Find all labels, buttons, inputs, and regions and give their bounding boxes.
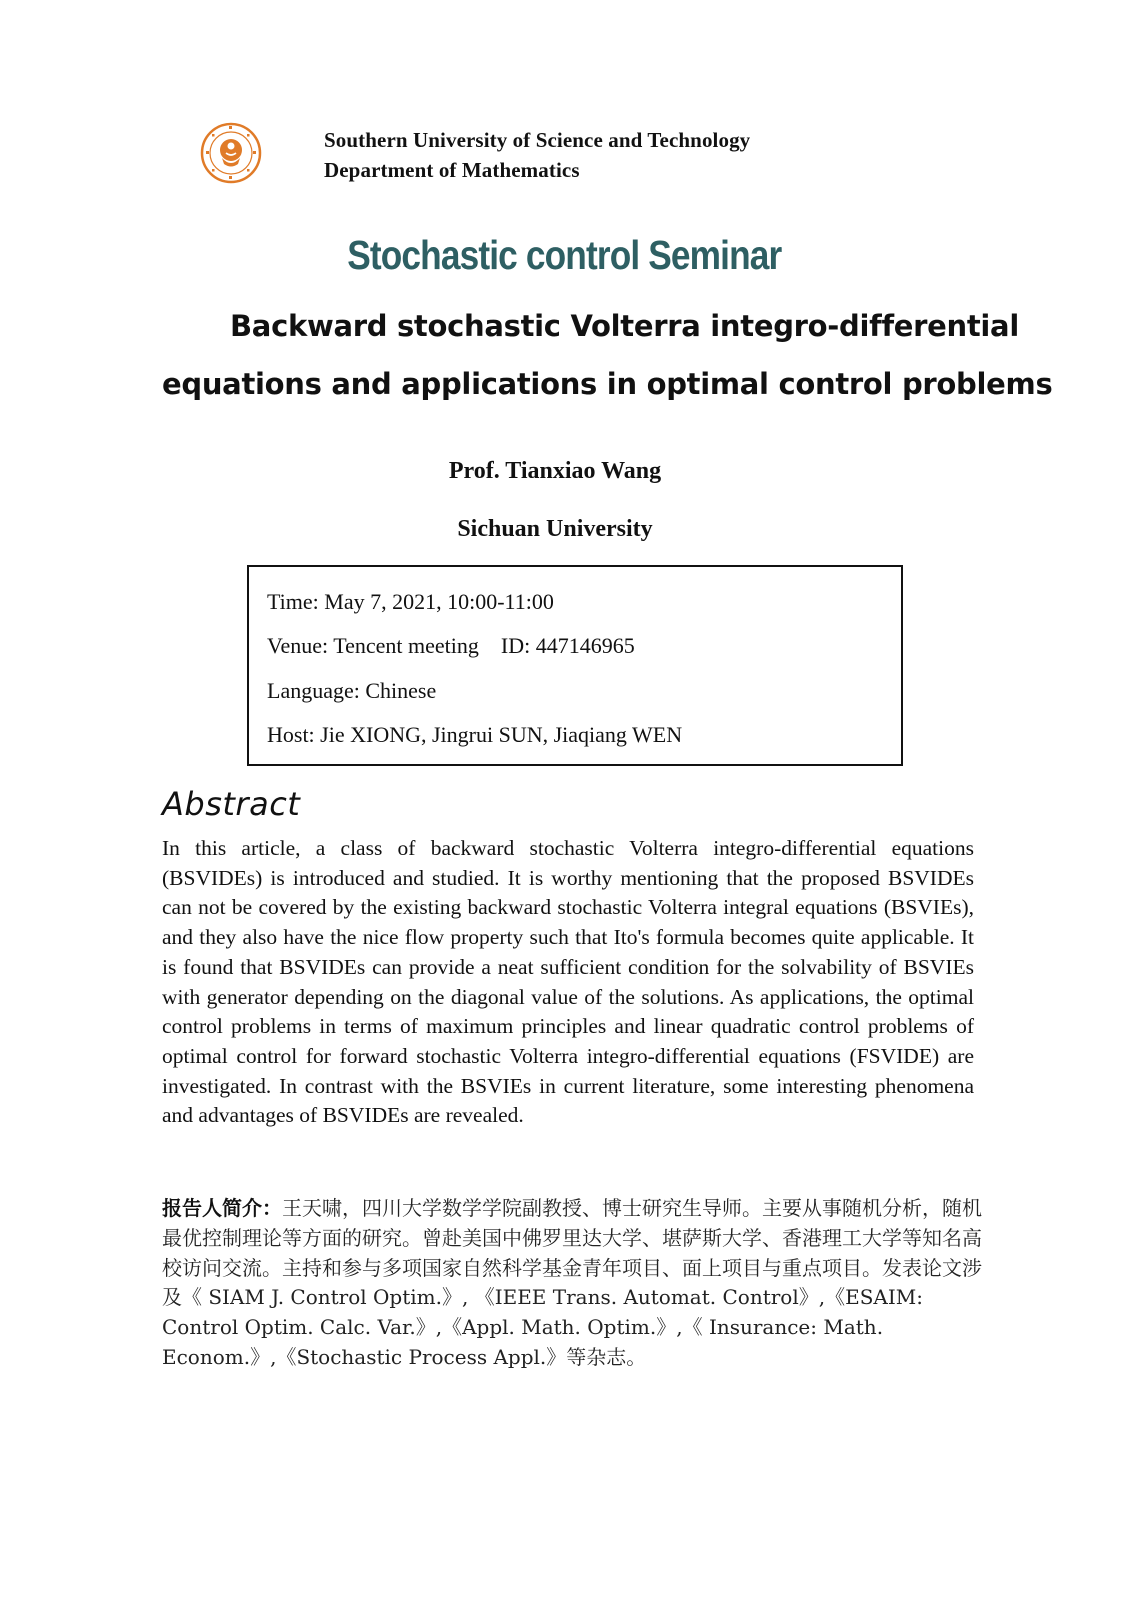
abstract-text: In this article, a class of backward stochastic Volterra integro-differential equations (BSVIDEs) is introduced and studied. It is worthy mentioning that the proposed BSVIDEs can not be covered by the existing backward stochastic Volterra integral equations (BSVIEs), and they also have the nice flow property such that Ito's formula becomes quite applicable. It is found that BSVIDEs can provide a neat sufficient condition for the solvability of BSVIEs with generator depending on the diagonal value of the solutions. As applications, the optimal control problems in terms of maximum principles and linear quadratic control problems of optimal control for forward stochastic Volterra integro-differential equations (FSVIDE) are investigated. In contrast with the BSVIEs in current literature, some interesting phenomena and advantages of BSVIDEs are revealed. xyxy=(162,836,974,1128)
department-name: Department of Mathematics xyxy=(324,158,580,182)
talk-title-line-2: equations and applications in optimal control problems xyxy=(162,367,1053,401)
seminar-info-box xyxy=(247,565,903,766)
info-language: Language: Chinese xyxy=(267,678,437,703)
speaker-bio xyxy=(162,1194,992,1373)
speaker-name: Prof. Tianxiao Wang xyxy=(448,458,662,484)
bio-text: 王天啸，四川大学数学学院副教授、博士研究生导师。主要从事随机分析，随机最优控制理论等方面的研究。曾赴美国中佛罗里达大学、堪萨斯大学、香港理工大学等知名高校访问交流。主持和参与多项国家自然科学基金青年项目、面上项目与重点项目。发表论文涉及《 SIAM J. Control Optim.》, 《IEEE Trans. Automat. Control》,《ESAIM: Control Optim. Calc. Var.》,《Appl. Math. Optim.》,《 Insurance: Math. Econom.》,《Stochastic Process Appl.》等杂志。 xyxy=(162,1196,982,1369)
info-venue-row xyxy=(267,633,635,659)
bio-label: 报告人简介： xyxy=(162,1196,282,1220)
speaker-affiliation: Sichuan University xyxy=(457,516,653,542)
info-host: Host: Jie XIONG, Jingrui SUN, Jiaqiang WEN xyxy=(267,722,683,747)
talk-title-line-1: Backward stochastic Volterra integro-differential xyxy=(230,309,1019,343)
university-seal-icon xyxy=(200,122,262,184)
seminar-title: Stochastic control Seminar xyxy=(347,232,782,278)
abstract-heading: Abstract xyxy=(162,785,301,823)
institution-name: Southern University of Science and Technology xyxy=(324,128,751,152)
info-venue: Venue: Tencent meeting xyxy=(267,633,479,658)
info-meeting-id: ID: 447146965 xyxy=(500,633,635,658)
info-time: Time: May 7, 2021, 10:00-11:00 xyxy=(267,589,554,614)
